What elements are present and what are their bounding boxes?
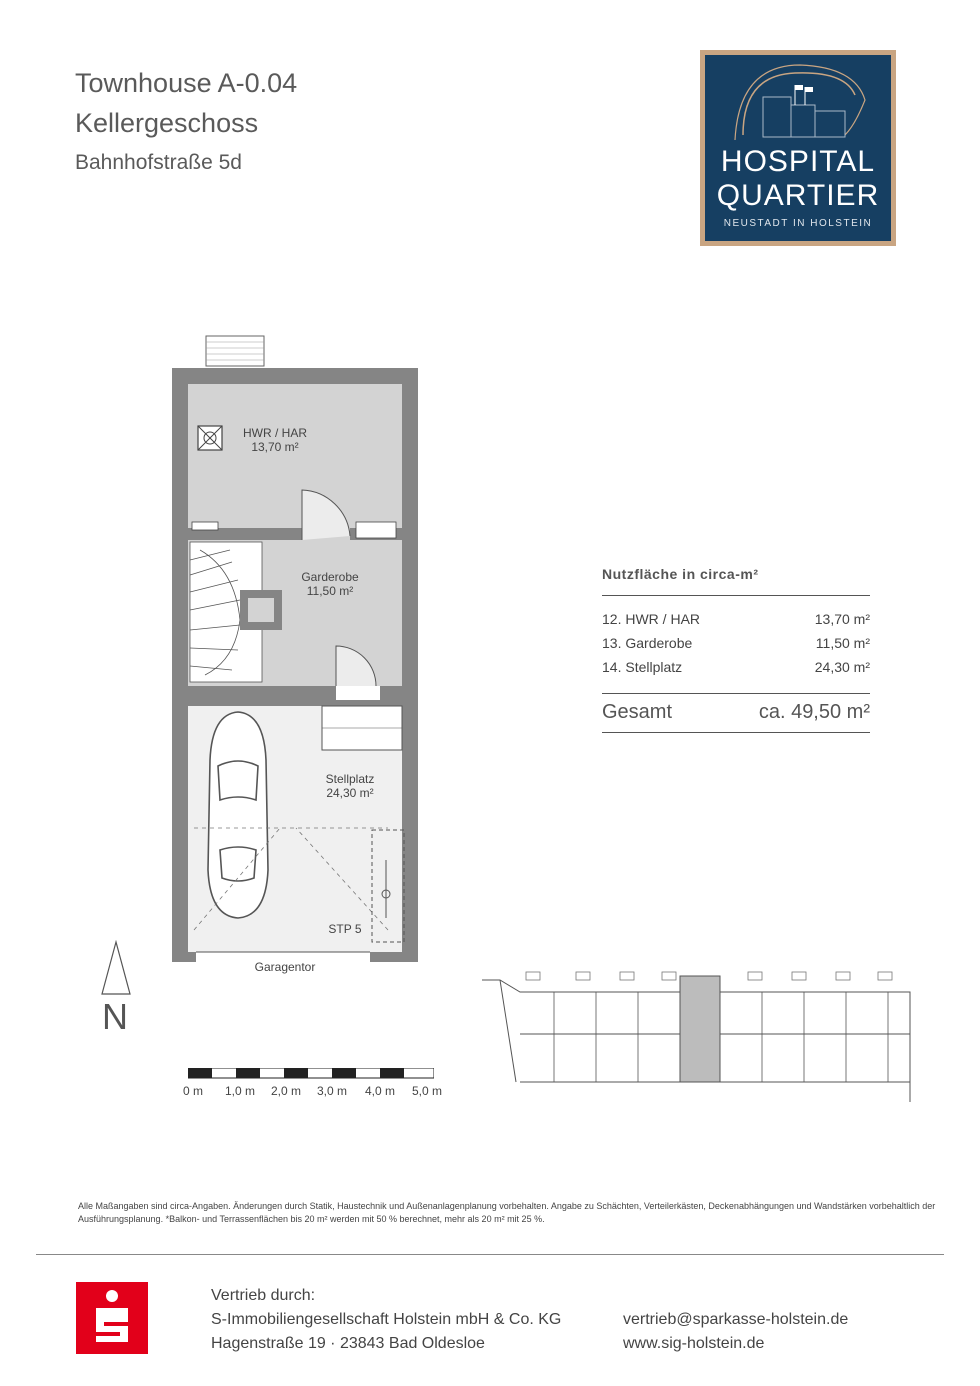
footer-divider: [36, 1254, 944, 1255]
room-area: 24,30 m²: [326, 786, 374, 800]
logo-line-2: QUARTIER: [716, 179, 880, 212]
table-divider: [602, 693, 870, 694]
logo-line-1: HOSPITAL: [720, 145, 876, 178]
scale-label: 3,0 m: [317, 1084, 348, 1098]
floor-plan: [160, 330, 430, 990]
page-title: Townhouse A-0.04: [75, 68, 298, 98]
total-label: Gesamt: [602, 701, 673, 723]
company-name: S-Immobiliengesellschaft Holstein mbH & Co. KG: [211, 1311, 562, 1328]
scale-bar: [188, 1068, 434, 1080]
area-row-value: 11,50 m²: [815, 635, 870, 651]
sparkasse-s-icon: [76, 1282, 148, 1354]
website-link[interactable]: www.sig-holstein.de: [623, 1335, 765, 1352]
table-divider: [602, 595, 870, 596]
total-value: ca. 49,50 m²: [758, 701, 870, 723]
logo-line-3: NEUSTADT IN HOLSTEIN: [723, 218, 873, 229]
scale-label: 2,0 m: [271, 1084, 302, 1098]
room-label-stellplatz: [290, 772, 410, 800]
north-label: N: [102, 996, 128, 1037]
scale-label: 4,0 m: [365, 1084, 396, 1098]
area-row-label: 14. Stellplatz: [602, 659, 683, 675]
room-label-garderobe: [270, 570, 390, 598]
scale-label: 1,0 m: [225, 1084, 256, 1098]
room-name: HWR / HAR: [243, 426, 307, 440]
car-icon: [208, 712, 268, 918]
disclaimer-text: Alle Maßangaben sind circa-Angaben. Änderungen durch Statik, Haustechnik und Außenanlagenplanung vorbehalten. Angabe zu Schächten, Verteilerkästen, Deckenabhängungen und Wandstärken vorbehaltlich der Ausführungsplanung. *Balkon- und Terrassenflächen bis 20 m² werden mit 50 % berechnet, mehr als 20 m² mit 25 %.: [78, 1201, 936, 1224]
room-area: 11,50 m²: [306, 584, 354, 598]
room-area: 13,70 m²: [251, 440, 299, 454]
table-divider: [602, 732, 870, 733]
area-row-label: 12. HWR / HAR: [602, 611, 701, 627]
scale-label: 5,0 m: [412, 1084, 443, 1098]
area-row-value: 13,70 m²: [814, 611, 870, 627]
area-table-title: Nutzfläche in circa-m²: [602, 566, 759, 582]
floor-name: Kellergeschoss: [75, 108, 259, 138]
room-label-hwr: [220, 426, 330, 454]
address: Bahnhofstraße 5d: [75, 151, 242, 174]
hospital-quartier-logo: [700, 50, 896, 246]
parking-label: STP 5: [328, 922, 362, 936]
room-name: Stellplatz: [325, 772, 375, 786]
room-name: Garderobe: [301, 570, 359, 584]
site-overview-map: [480, 962, 920, 1106]
email-link[interactable]: vertrieb@sparkasse-holstein.de: [623, 1311, 849, 1328]
scale-label: 0 m: [183, 1084, 204, 1098]
area-row-value: 24,30 m²: [814, 659, 870, 675]
area-row-label: 13. Garderobe: [602, 635, 693, 651]
north-arrow-icon: [98, 940, 134, 996]
building-icon: [705, 55, 891, 145]
gate-label: Garagentor: [254, 960, 316, 974]
sparkasse-logo: [76, 1282, 148, 1354]
sales-label: Vertrieb durch:: [211, 1287, 316, 1304]
company-address: Hagenstraße 19 · 23843 Bad Oldesloe: [211, 1335, 485, 1352]
